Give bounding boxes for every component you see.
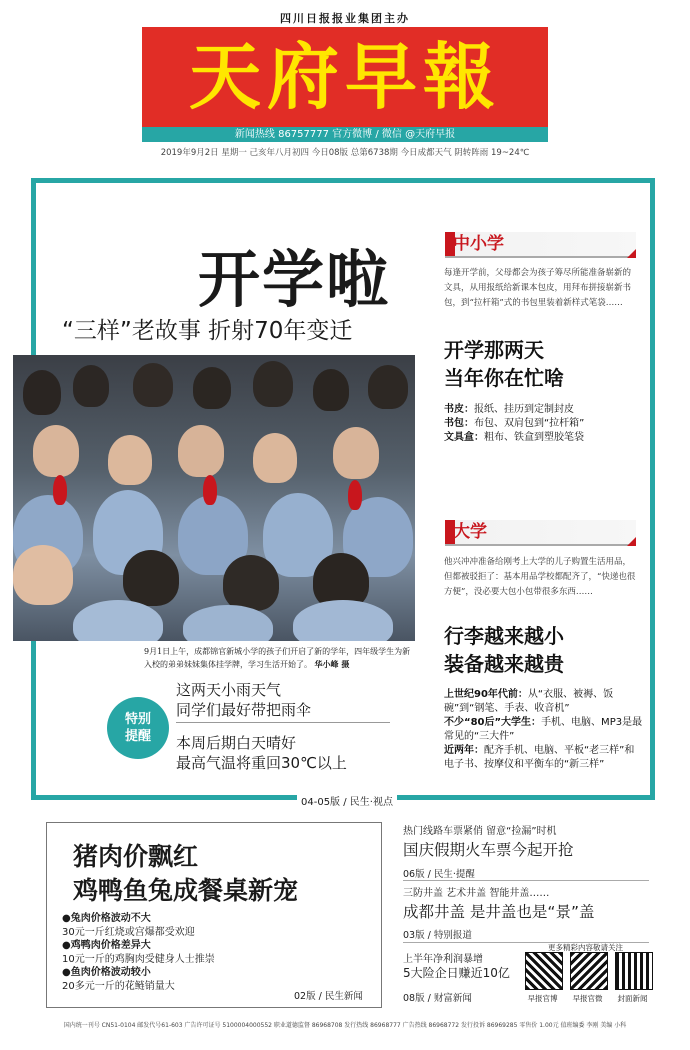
section-item-list: [444, 688, 644, 772]
list-item: 不少“80后”大学生：手机、电脑、MP3是最常见的“三大件”: [444, 717, 643, 742]
weather-line: 本周后期白天晴好: [176, 734, 297, 752]
list-item: 书皮：报纸、挂历到定制封皮: [444, 404, 574, 415]
section-label: 中小学: [453, 234, 504, 254]
photo-caption: [144, 645, 414, 671]
masthead-logo: [142, 27, 548, 127]
corner-triangle-icon: [627, 249, 636, 258]
badge-line-1: 特别: [124, 712, 151, 727]
weather-line: 这两天小雨天气: [176, 681, 282, 699]
brief-headline[interactable]: 国庆假期火车票今起开抢: [403, 841, 574, 859]
page-reference[interactable]: 08版 / 财富新闻: [403, 993, 472, 1004]
weather-line: 同学们最好带把雨伞: [176, 701, 312, 719]
page-reference[interactable]: 03版 / 特别报道: [403, 930, 472, 941]
section-item-list: [444, 403, 644, 445]
list-item-heading: ●兔肉价格波动不大: [62, 913, 151, 924]
sponsor-line: 四川日报报业集团主办: [280, 12, 410, 25]
weather-note-sunny[interactable]: [176, 733, 347, 773]
list-item-heading: ●鸡鸭肉价格差异大: [62, 940, 151, 951]
section-header-primary: [445, 232, 636, 258]
weather-note-rain[interactable]: [176, 680, 311, 720]
newspaper-title: 天府早報: [188, 34, 501, 119]
section-headline[interactable]: [444, 622, 564, 678]
section-intro: 每逢开学前，父母都会为孩子筹尽所能准备崭新的文具，从用报纸给新课本包皮，用拜布拼接崭新书包，到“拉杆箱”式的书包里装着新样式笔袋……: [444, 268, 632, 308]
hotline-bar: 新闻热线 86757777 官方微博 / 微信 @天府早报: [142, 127, 548, 142]
list-item: 上世纪90年代前：从“衣服、被褥、饭碗”到“钢笔、手表、收音机”: [444, 689, 614, 714]
qr-label: 早报官微: [572, 994, 603, 1003]
dateline: 2019年9月2日 星期一 己亥年八月初四 今日08版 总第6738期 今日成都天气 阴转阵雨 19~24℃: [160, 148, 530, 158]
qr-heading: 更多精彩内容敬请关注: [548, 943, 623, 952]
page-reference[interactable]: 06版 / 民生·提醒: [403, 869, 475, 880]
publication-footer: 国内统一刊号 CN51-0104 邮发代号61-603 广告许可证号 5100004000552 职业道德监督 86968708 发行热线 86968777 广告热线 86968772 发行投诉 86969285 零售价 1.00元 值班编委 李刚 美编 小科: [63, 1022, 627, 1029]
list-item: 文具盒：粗布、铁盒到塑胶笔袋: [444, 432, 584, 443]
headline-line: 猪肉价飘红: [73, 842, 199, 871]
section-headline[interactable]: [444, 336, 564, 392]
lead-subtitle: “三样”老故事 折射70年变迁: [62, 318, 353, 344]
brief-headline[interactable]: 5大险企日赚近10亿: [403, 966, 510, 980]
lead-title[interactable]: 开学啦: [198, 243, 391, 316]
list-item: 近两年：配齐手机、电脑、平板“老三样”和电子书、按摩仪和平衡车的“新三样”: [444, 745, 635, 770]
qr-label: 早报官博: [527, 994, 558, 1003]
lead-photo: [13, 355, 415, 641]
divider: [176, 722, 390, 723]
list-item-detail: 20多元一斤的花鲢销量大: [62, 980, 175, 992]
corner-triangle-icon: [627, 537, 636, 546]
special-reminder-badge: [107, 697, 169, 759]
qr-code-icon[interactable]: [570, 952, 608, 990]
list-item: 书包：布包、双肩包到“拉杆箱”: [444, 418, 585, 429]
brief-headline[interactable]: 成都井盖 是井盖也是“景”盖: [403, 903, 595, 921]
section-intro: 他兴冲冲准备给刚考上大学的儿子购置生活用品，但都被驳拒了：基本用品学校都配齐了，“快递也很方便”，没必要大包小包带很多东西……: [444, 557, 636, 597]
section-header-university: [445, 520, 636, 546]
headline-line: 开学那两天: [444, 338, 544, 362]
divider: [403, 880, 649, 881]
list-item-heading: ●鱼肉价格波动较小: [62, 967, 151, 978]
page-reference[interactable]: 04-05版 / 民生·视点: [297, 793, 397, 808]
qr-code-icon[interactable]: [615, 952, 653, 990]
page-reference[interactable]: 02版 / 民生新闻: [294, 991, 363, 1002]
headline-line: 鸡鸭鱼兔成餐桌新宠: [73, 876, 299, 905]
list-item-detail: 10元一斤的鸡胸肉受健身人士推崇: [62, 953, 215, 965]
brief-kicker: 上半年净利润暴增: [403, 954, 483, 965]
headline-line: 装备越来越贵: [444, 652, 564, 676]
headline-line: 当年你在忙啥: [444, 366, 564, 390]
list-item-detail: 30元一斤红烧或宫爆都受欢迎: [62, 926, 195, 938]
caption-text: 9月1日上午，成都锦官新城小学的孩子们开启了新的学年，四年级学生为新入校的弟弟妹妹集体挂学牌，学习生活开始了。: [144, 647, 411, 669]
photo-credit: 华小峰 摄: [314, 660, 350, 669]
qr-code-icon[interactable]: [525, 952, 563, 990]
qr-label: 封面新闻: [617, 994, 648, 1003]
pork-headline[interactable]: [73, 840, 298, 908]
brief-kicker: 三防井盖 艺术井盖 智能井盖……: [403, 888, 550, 899]
weather-line: 最高气温将重回30℃以上: [176, 754, 347, 772]
headline-line: 行李越来越小: [444, 624, 564, 648]
brief-kicker: 热门线路车票紧俏 留意“捡漏”时机: [403, 826, 557, 837]
section-label: 大学: [453, 522, 487, 542]
pork-item-list: [62, 912, 215, 993]
badge-line-2: 提醒: [124, 729, 151, 744]
